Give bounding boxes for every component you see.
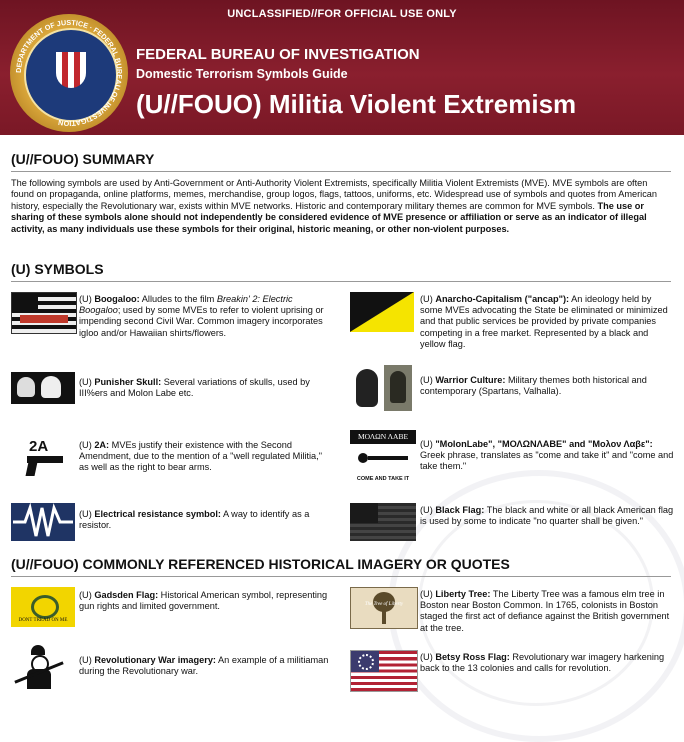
header-banner [0, 0, 684, 135]
summary-heading: (U//FOUO) SUMMARY [11, 151, 155, 167]
svg-text:DEPARTMENT OF JUSTICE · FEDERA [14, 18, 124, 128]
ancap-description: (U) Anarcho-Capitalism ("ancap"): An ideology held by some MVEs advocating the State be eliminated or minimized and that public services be provided by private companies competing in a free market. Represented by a black and yellow flag. [420, 294, 668, 349]
electrical-description: (U) Electrical resistance symbol: A way to identify as a resistor. [79, 509, 310, 531]
symbols-rule [11, 281, 671, 282]
2a-description: (U) 2A: MVEs justify their existence with the Second Amendment, due to the mention of a "well regulated Militia," as well as the right to bear arms. [79, 440, 322, 473]
page-title: (U//FOUO) Militia Violent Extremism [136, 89, 577, 119]
fbi-seal-icon [10, 14, 128, 132]
summary-text: The following symbols are used by Anti-Government or Anti-Authority Violent Extremists, specifically Militia Violent Extremists (MVE). MVE symbols are often found on propaganda, online platforms, memes, merchandise, group logos, flags, tattoos, uniforms, etc. Widespread use of symbols and quotes from American history, especially the Revolutionary war, exists within MVE networks. Historic and contemporary military themes are common for MVE symbols. [11, 178, 658, 211]
classification-marking: UNCLASSIFIED//FOR OFFICIAL USE ONLY [227, 8, 457, 20]
organization-name: FEDERAL BUREAU OF INVESTIGATION [136, 46, 420, 63]
spartan-helmet-icon [350, 365, 414, 411]
black-flag-description: (U) Black Flag: The black and white or all black American flag is used by some to indicate "no quarter shall be given." [420, 505, 674, 527]
boogaloo-description: (U) Boogaloo: Alludes to the film Breakin' 2: Electric Boogaloo; used by some MVEs to refer to violent uprising or impending second Civil War. Common imagery incorporates igloo and/or Hawaiian shirts/flowers. [79, 294, 324, 338]
punisher-description: (U) Punisher Skull: Several variations of skulls, used by III%ers and Molon Labe etc. [79, 377, 310, 399]
molon-labe-flag-icon: ΜΟΛΩΝ ΛΑΒΕ COME AND TAKE IT [350, 430, 416, 486]
militiaman-icon [11, 645, 75, 689]
summary-body [11, 178, 671, 235]
2a-label: 2A [29, 438, 49, 455]
2a-pistol-icon [11, 438, 75, 478]
black-flag-icon [350, 503, 416, 541]
revolutionary-war-description: (U) Revolutionary War imagery: An example of a militiaman during the Revolutionary war. [79, 655, 329, 677]
summary-disclaimer: The use or sharing of these symbols alone should not independently be considered evidence of MVE presence or affiliation or serve as an indicator of illegal activity, as many individuals use these symbols for their original, historic meaning, or other non-violent purposes. [11, 200, 647, 234]
symbols-heading: (U) SYMBOLS [11, 261, 104, 277]
gadsden-flag-icon: DONT TREAD ON ME [11, 587, 75, 627]
molon-labe-description: (U) "MolonLabe", "ΜΟΛΩΝΛΑΒΕ" and "Μολον Λαβε": Greek phrase, translates as "come and take it" and "come and take them." [420, 439, 674, 472]
gadsden-description: (U) Gadsden Flag: Historical American symbol, representing gun rights and limited government. [79, 590, 328, 612]
ancap-flag-icon [350, 292, 414, 332]
betsy-ross-description: (U) Betsy Ross Flag: Revolutionary war imagery harkening back to the 13 colonies and calls for revolution. [420, 652, 665, 674]
guide-name: Domestic Terrorism Symbols Guide [136, 67, 348, 81]
punisher-skull-icon [11, 372, 75, 404]
warrior-description: (U) Warrior Culture: Military themes both historical and contemporary (Spartans, Valhalla). [420, 375, 647, 397]
historical-heading: (U//FOUO) COMMONLY REFERENCED HISTORICAL IMAGERY OR QUOTES [11, 556, 510, 572]
betsy-ross-flag-icon [350, 650, 418, 692]
seal-text: DEPARTMENT OF JUSTICE · FEDERAL BUREAU OF INVESTIGATION [13, 17, 125, 129]
summary-rule [11, 171, 671, 172]
historical-rule [11, 576, 671, 577]
boogaloo-flag-icon [11, 292, 77, 334]
liberty-tree-icon: The Tree of Liberty [350, 587, 418, 629]
liberty-tree-description: (U) Liberty Tree: The Liberty Tree was a famous elm tree in Boston near Boston Common. In 1765, colonists in Boston staged the first act of defiance against the British government at the tree. [420, 589, 670, 633]
resistor-icon [11, 503, 75, 541]
